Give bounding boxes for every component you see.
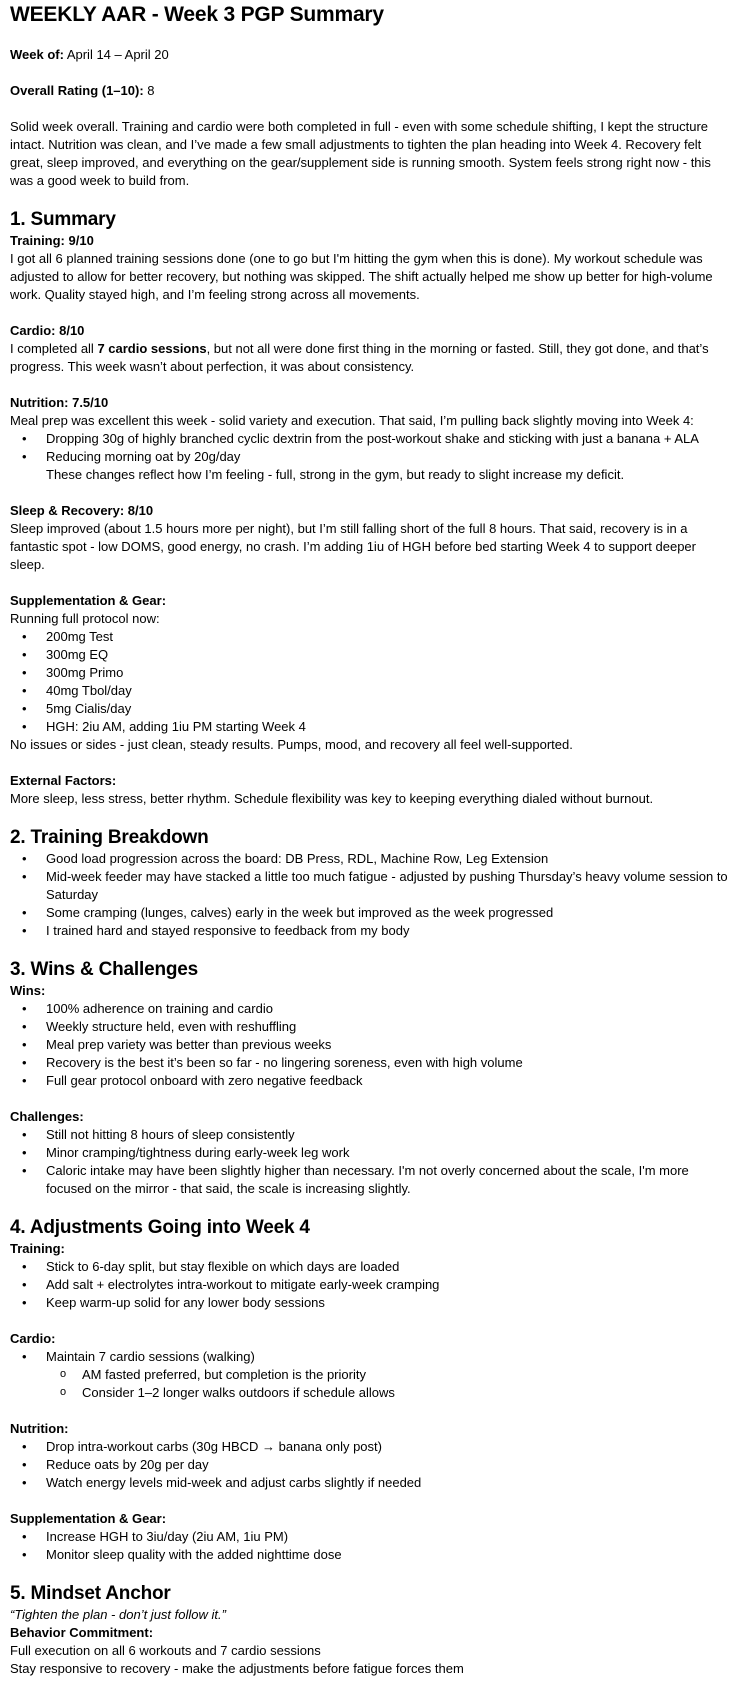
list-item: • Mid-week feeder may have stacked a little too much fatigue - adjusted by pushing Thursday’s heavy volume session to Saturday [10, 868, 728, 904]
list-item: • Dropping 30g of highly branched cyclic dextrin from the post-workout shake and sticking with just a banana + ALA [10, 430, 728, 448]
intro-paragraph: Solid week overall. Training and cardio were both completed in full - even with some schedule shifting, I kept the structure intact. Nutrition was clean, and I’ve made a few small adjustments to tighten the plan heading into Week 4. Recovery felt great, sleep improved, and everything on the gear/supplement side is running smooth. System feels strong right now - this was a good week to build from. [10, 119, 711, 188]
list-item: • Minor cramping/tightness during early-week leg work [10, 1144, 728, 1162]
sub-list-item: o Consider 1–2 longer walks outdoors if schedule allows [10, 1384, 728, 1402]
rating-line [10, 82, 728, 100]
rating-label: Overall Rating (1–10): [10, 83, 144, 98]
list-item: • Drop intra-workout carbs (30g HBCD → banana only post) [10, 1438, 728, 1456]
list-item: • Good load progression across the board: DB Press, RDL, Machine Row, Leg Extension [10, 850, 728, 868]
section-heading-wins-challenges: 3. Wins & Challenges [10, 959, 198, 980]
training-rating-label: Training: 9/10 [10, 233, 94, 248]
list-item: • Reducing morning oat by 20g/day [10, 448, 728, 466]
week-of-label: Week of: [10, 47, 64, 62]
nutrition-list [10, 430, 728, 466]
list-item: • 5mg Cialis/day [10, 700, 728, 718]
list-item: • Still not hitting 8 hours of sleep consistently [10, 1126, 728, 1144]
list-item: • 300mg Primo [10, 664, 728, 682]
list-item: • Monitor sleep quality with the added nighttime dose [10, 1546, 728, 1564]
wins-label: Wins: [10, 983, 46, 998]
cardio-text-bold: 7 cardio sessions [97, 341, 207, 356]
adjust-training-list [10, 1258, 728, 1312]
adjust-supplementation-label: Supplementation & Gear: [10, 1511, 167, 1526]
wins-list [10, 1000, 728, 1090]
adjust-nutrition-label: Nutrition: [10, 1421, 69, 1436]
training-breakdown-list [10, 850, 728, 940]
cardio-rating-label: Cardio: 8/10 [10, 323, 85, 338]
mindset-quote: “Tighten the plan - don’t just follow it.” [10, 1607, 226, 1622]
list-item: • 40mg Tbol/day [10, 682, 728, 700]
sub-list-item: o AM fasted preferred, but completion is the priority [10, 1366, 728, 1384]
list-item: • Increase HGH to 3iu/day (2iu AM, 1iu PM) [10, 1528, 728, 1546]
nutrition-paragraph: Meal prep was excellent this week - solid variety and execution. That said, I’m pulling back slightly moving into Week 4: [10, 413, 694, 428]
list-item: • 300mg EQ [10, 646, 728, 664]
list-item: • 200mg Test [10, 628, 728, 646]
nutrition-rating-label: Nutrition: 7.5/10 [10, 395, 109, 410]
rating-value: 8 [143, 83, 155, 98]
sleep-rating-label: Sleep & Recovery: 8/10 [10, 503, 154, 518]
list-item: • Watch energy levels mid-week and adjust carbs slightly if needed [10, 1474, 728, 1492]
list-item: • Caloric intake may have been slightly higher than necessary. I'm not overly concerned about the scale, I'm more focused on the mirror - that said, the scale is increasing slightly. [10, 1162, 728, 1198]
nutrition-note: These changes reflect how I’m feeling - full, strong in the gym, but ready to slight increase my deficit. [46, 467, 625, 482]
behavior-commitment-label: Behavior Commitment: [10, 1625, 154, 1640]
list-item: • Add salt + electrolytes intra-workout to mitigate early-week cramping [10, 1276, 728, 1294]
section-heading-training-breakdown: 2. Training Breakdown [10, 827, 209, 848]
list-item: • HGH: 2iu AM, adding 1iu PM starting Week 4 [10, 718, 728, 736]
document-title: WEEKLY AAR - Week 3 PGP Summary [10, 3, 384, 26]
list-item: • Reduce oats by 20g per day [10, 1456, 728, 1474]
training-paragraph: I got all 6 planned training sessions done (one to go but I'm hitting the gym when this is done). My workout schedule was adjusted to allow for better recovery, but nothing was skipped. The shift actually helped me show up better for high-volume work. Quality stayed high, and I’m feeling strong across all movements. [10, 251, 713, 302]
external-factors-paragraph: More sleep, less stress, better rhythm. Schedule flexibility was key to keeping everything dialed without burnout. [10, 791, 654, 806]
sleep-paragraph: Sleep improved (about 1.5 hours more per night), but I’m still falling short of the full 8 hours. That said, recovery is in a fantastic spot - low DOMS, good energy, no crash. I’m adding 1iu of HGH before bed starting Week 4 to support deeper sleep. [10, 521, 696, 572]
adjust-cardio-sublist [10, 1366, 728, 1402]
adjust-nutrition-list [10, 1438, 728, 1492]
section-heading-adjustments: 4. Adjustments Going into Week 4 [10, 1217, 310, 1238]
list-item: • Keep warm-up solid for any lower body sessions [10, 1294, 728, 1312]
list-item: • Full gear protocol onboard with zero negative feedback [10, 1072, 728, 1090]
list-item: • Weekly structure held, even with reshuffling [10, 1018, 728, 1036]
external-factors-label: External Factors: [10, 773, 117, 788]
list-item: • Some cramping (lunges, calves) early in the week but improved as the week progressed [10, 904, 728, 922]
adjust-supplementation-list [10, 1528, 728, 1564]
section-heading-mindset: 5. Mindset Anchor [10, 1583, 171, 1604]
list-item: • Meal prep variety was better than previous weeks [10, 1036, 728, 1054]
section-heading-summary: 1. Summary [10, 209, 116, 230]
cardio-paragraph [10, 340, 728, 376]
list-item: • Maintain 7 cardio sessions (walking) [10, 1348, 728, 1366]
list-item: • 100% adherence on training and cardio [10, 1000, 728, 1018]
commitment-line: Stay responsive to recovery - make the adjustments before fatigue forces them [10, 1661, 464, 1676]
challenges-label: Challenges: [10, 1109, 84, 1124]
supplementation-outro: No issues or sides - just clean, steady results. Pumps, mood, and recovery all feel well-supported. [10, 737, 573, 752]
list-item: • Stick to 6-day split, but stay flexible on which days are loaded [10, 1258, 728, 1276]
adjust-cardio-label: Cardio: [10, 1331, 56, 1346]
supplementation-list [10, 628, 728, 736]
list-item: • Recovery is the best it’s been so far - no lingering soreness, even with high volume [10, 1054, 728, 1072]
commitment-line: Full execution on all 6 workouts and 7 cardio sessions [10, 1643, 321, 1658]
cardio-text-pre: I completed all [10, 341, 98, 356]
supplementation-label: Supplementation & Gear: [10, 593, 167, 608]
cardio-text-post: , but not all were done first thing in the morning or fasted. Still, they got done, and that’s progress. This week wasn’t about perfection, it was about consistency. [10, 341, 709, 374]
week-of-line [10, 46, 728, 64]
week-of-value: April 14 – April 20 [63, 47, 169, 62]
supplementation-intro: Running full protocol now: [10, 611, 160, 626]
challenges-list [10, 1126, 728, 1198]
list-item: • I trained hard and stayed responsive to feedback from my body [10, 922, 728, 940]
adjust-cardio-list [10, 1348, 728, 1366]
adjust-training-label: Training: [10, 1241, 65, 1256]
